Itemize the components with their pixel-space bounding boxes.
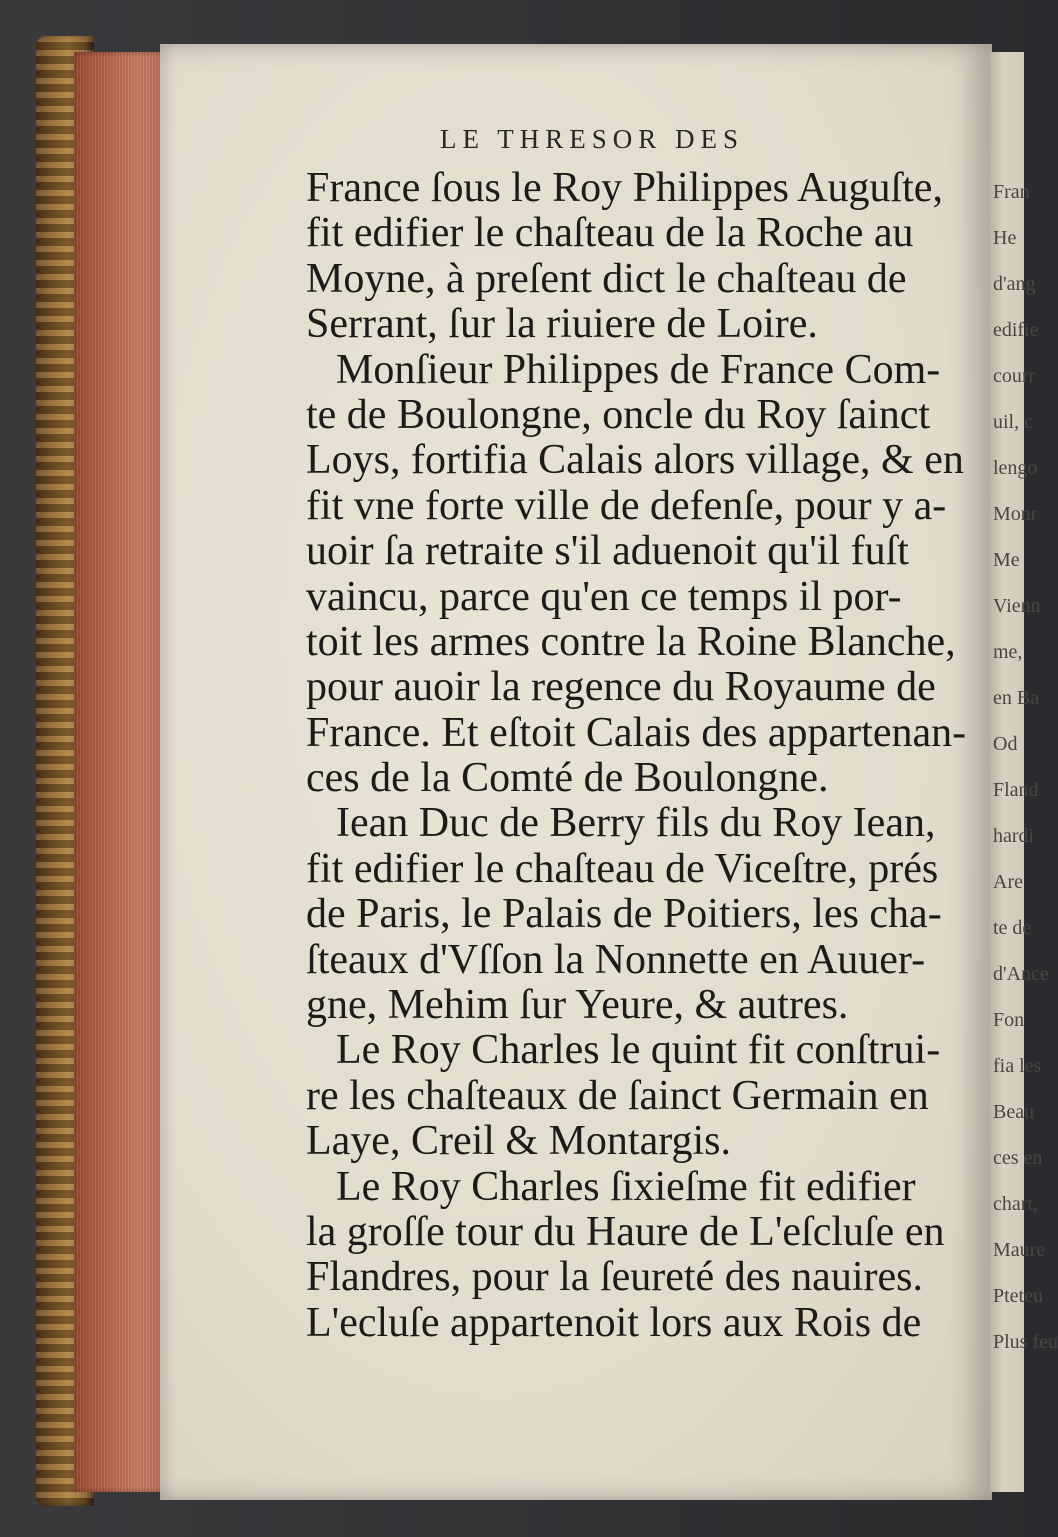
- text-line: Moyne, à preſent dict le chaſteau de: [306, 255, 907, 302]
- text-line: te de Boulongne, oncle du Roy ſainct: [306, 391, 931, 438]
- facing-page-fragment: uil, c: [993, 411, 1033, 433]
- facing-page-fragment: hardi: [993, 825, 1035, 847]
- facing-page-fragment: te de: [993, 917, 1032, 939]
- text-line: Le Roy Charles le quint fit conſtrui-: [336, 1027, 941, 1074]
- facing-page-fragment: Fran: [993, 181, 1030, 203]
- facing-page-fragment: chart,: [993, 1193, 1038, 1215]
- facing-page-fragment: Maure: [993, 1239, 1046, 1261]
- text-line: Monſieur Philippes de France Com-: [336, 346, 941, 393]
- text-line: Serrant, ſur la riuiere de Loire.: [306, 301, 818, 348]
- text-line: pour auoir la regence du Royaume de: [306, 664, 936, 711]
- page-text: [306, 165, 967, 1346]
- facing-page-fragment: Fon: [993, 1009, 1025, 1031]
- facing-page-fragment: courr: [993, 365, 1036, 387]
- facing-page-fragment: Od: [993, 733, 1018, 755]
- text-line: Le Roy Charles ſixieſme fit edifier: [336, 1163, 916, 1210]
- facing-page-fragment: me,: [993, 641, 1023, 663]
- text-line: fit edifier le chaſteau de Viceſtre, prés: [306, 845, 939, 892]
- facing-page-fragment: Me: [993, 549, 1020, 571]
- text-line: fit vne forte ville de defenſe, pour y a-: [306, 482, 947, 529]
- facing-page-fragment: Beau: [993, 1101, 1035, 1123]
- text-line: Iean Duc de Berry fils du Roy Iean,: [336, 800, 936, 847]
- text-line: Laye, Creil & Montargis.: [306, 1118, 731, 1165]
- facing-page-fragment: Pteteu: [993, 1285, 1043, 1307]
- facing-page-fragment: lengo: [993, 457, 1038, 479]
- facing-page-fragment: Vienn: [993, 595, 1041, 617]
- page-edges: [74, 52, 164, 1492]
- text-line: toit les armes contre la Roine Blanche,: [306, 618, 956, 665]
- facing-page: [990, 52, 1058, 1492]
- text-line: France ſous le Roy Philippes Auguſte,: [306, 165, 943, 211]
- facing-page-fragment: ces en: [993, 1147, 1043, 1169]
- text-line: ces de la Comté de Boulongne.: [306, 755, 829, 802]
- facing-page-fragment: Plus feu: [993, 1331, 1058, 1353]
- facing-page-fragment: d'ang: [993, 273, 1036, 295]
- text-line: Flandres, pour la ſeureté des nauires.: [306, 1254, 923, 1301]
- facing-page-fragment: Fland: [993, 779, 1039, 801]
- facing-page-fragment: fia les: [993, 1055, 1042, 1077]
- facing-page-fragment: Monr: [993, 503, 1038, 525]
- text-line: la groſſe tour du Haure de L'eſcluſe en: [306, 1208, 945, 1255]
- facing-page-fragment: edifie: [993, 319, 1039, 341]
- text-line: ſteaux d'Vſſon la Nonnette en Auuer-: [306, 936, 926, 983]
- facing-page-fragment: d'Ance: [993, 963, 1049, 985]
- text-line: uoir ſa retraite s'il aduenoit qu'il fuſt: [306, 528, 909, 575]
- text-line: L'ecluſe appartenoit lors aux Rois de: [306, 1299, 922, 1346]
- text-line: France. Et eſtoit Calais des appartenan-: [306, 709, 967, 756]
- running-head: LE THRESOR DES: [440, 124, 745, 154]
- text-line: gne, Mehim ſur Yeure, & autres.: [306, 982, 849, 1029]
- text-line: fit edifier le chaſteau de la Roche au: [306, 210, 914, 257]
- facing-page-fragment: He: [993, 227, 1017, 249]
- text-line: vaincu, parce qu'en ce temps il por-: [306, 573, 902, 620]
- text-line: re les chaſteaux de ſainct Germain en: [306, 1072, 929, 1119]
- facing-page-fragment: en Ba: [993, 687, 1040, 709]
- text-line: Loys, fortifia Calais alors village, & en: [306, 437, 964, 484]
- facing-page-fragment: Are: [993, 871, 1023, 893]
- text-line: de Paris, le Palais de Poitiers, les cha-: [306, 891, 942, 938]
